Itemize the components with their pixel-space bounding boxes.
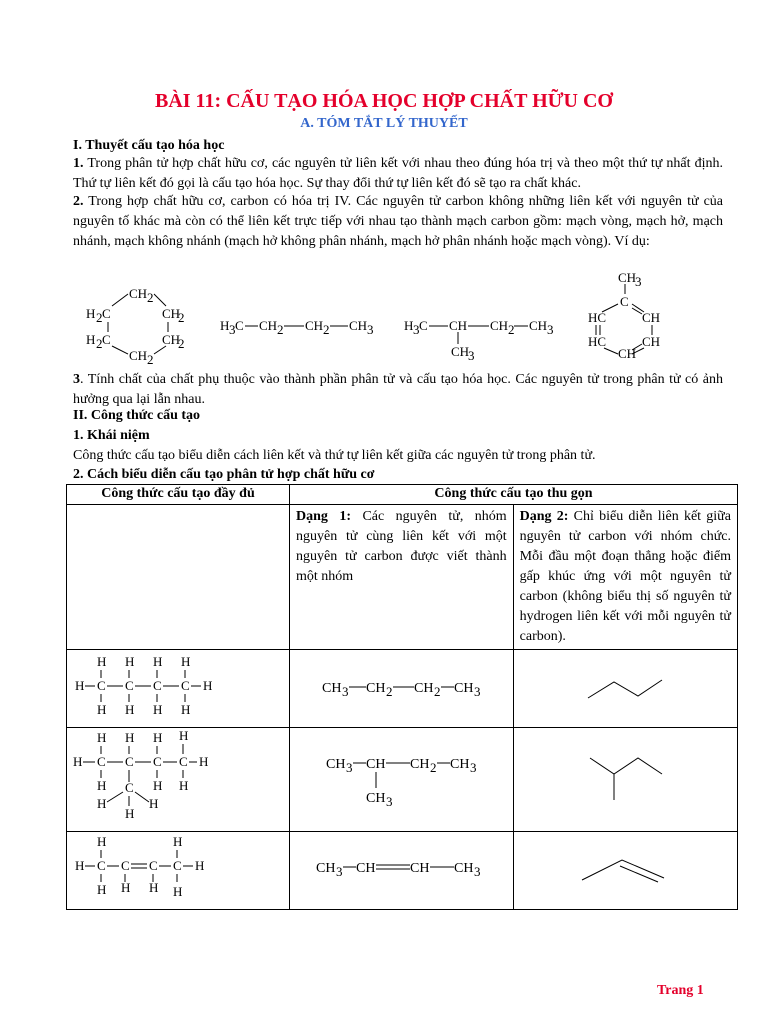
svg-text:CH: CH [454,681,474,696]
paragraph-2-text: Trong hợp chất hữu cơ, carbon có hóa trị IV. Các nguyên tử carbon không những liên kết với nguyên tử của nguyên tố khác mà còn có thể liên kết trực tiếp với nhau tạo thành mạch carbon gồm: mạch vòng, mạch hở, mạch nhánh, mạch không nhánh (mạch hở không phân nhánh, mạch hở phân nhánh hoặc mạch vòng). Ví dụ: [73,194,723,249]
header-condensed-formula: Công thức cấu tạo thu gọn [290,485,738,505]
svg-text:H: H [220,318,230,333]
butene-skeletal-dang2 [514,832,736,908]
svg-text:H: H [179,778,189,793]
svg-text:CH: CH [259,318,278,333]
page-subtitle: A. TÓM TẮT LÝ THUYẾT [300,116,468,131]
svg-text:H: H [195,858,205,873]
svg-text:C: C [173,858,182,873]
svg-text:H: H [153,730,163,745]
svg-text:C: C [125,780,134,795]
svg-text:H: H [149,880,159,895]
svg-text:H: H [179,728,189,743]
svg-text:3: 3 [470,760,477,775]
concept-text: Công thức cấu tạo biểu diễn cách liên kết và thứ tự liên kết giữa các nguyên tử trong phân tử. [73,448,596,463]
subsection-concept: 1. Khái niệm [73,428,150,443]
svg-text:H: H [149,796,159,811]
svg-text:CH: CH [642,310,661,325]
paragraph-2-number: 2. [73,194,84,209]
svg-text:C: C [235,318,244,333]
svg-text:CH: CH [349,318,368,333]
svg-text:C: C [419,318,428,333]
svg-text:H: H [86,332,96,347]
svg-text:H: H [97,778,107,793]
section1-heading: I. Thuyết cấu tạo hóa học [73,138,225,153]
butane-skeletal-dang2 [514,650,736,726]
isobutane-condensed-dang1 [290,728,512,830]
butane-full-formula [67,650,289,726]
svg-text:H: H [75,678,85,693]
svg-text:H: H [203,678,213,693]
svg-text:CH: CH [490,318,509,333]
svg-text:C: C [153,678,162,693]
svg-text:H: H [97,882,107,897]
svg-text:H: H [125,654,135,669]
svg-text:H: H [153,778,163,793]
svg-text:2: 2 [430,760,437,775]
svg-text:C: C [149,858,158,873]
svg-text:3: 3 [367,322,374,337]
svg-text:CH: CH [450,757,470,772]
svg-text:H: H [97,730,107,745]
svg-text:CH: CH [129,286,148,301]
table-row [67,505,738,650]
dang2-description [513,505,737,650]
svg-text:CH: CH [642,334,661,349]
svg-text:H: H [97,834,107,849]
svg-text:CH: CH [162,332,181,347]
svg-text:C: C [179,754,188,769]
section2-heading: II. Công thức cấu tạo [73,408,201,423]
butane-structure [218,314,383,338]
svg-text:H: H [86,306,96,321]
svg-text:CH: CH [366,757,386,772]
table-row [67,832,738,910]
svg-text:CH: CH [449,318,468,333]
cyclohexane-structure [80,282,190,366]
toluene-structure [578,268,678,362]
svg-text:2: 2 [147,290,154,305]
svg-text:H: H [153,702,163,717]
svg-text:CH: CH [129,348,148,363]
isobutane-structure [402,314,562,362]
svg-text:H: H [97,654,107,669]
svg-text:H: H [97,702,107,717]
svg-text:HC: HC [588,334,607,349]
table-row [67,728,738,832]
svg-text:2: 2 [323,322,330,337]
svg-text:2: 2 [386,684,393,699]
svg-text:H: H [181,702,191,717]
svg-text:CH: CH [451,344,470,359]
svg-text:2: 2 [178,336,185,351]
svg-text:CH: CH [618,346,637,361]
svg-text:3: 3 [474,684,481,699]
svg-text:H: H [153,654,163,669]
svg-text:3: 3 [635,274,642,289]
svg-text:H: H [199,754,209,769]
page-footer: Trang 1 [657,983,704,998]
butene-full-formula [67,832,289,908]
svg-text:3: 3 [336,864,343,879]
svg-text:CH: CH [410,757,430,772]
svg-text:H: H [125,730,135,745]
page-title: BÀI 11: CẤU TẠO HÓA HỌC HỢP CHẤT HỮU CƠ [154,90,613,112]
svg-text:3: 3 [229,322,236,337]
subsection-representation: 2. Cách biểu diễn cấu tạo phân tử hợp chất hữu cơ [73,467,375,482]
paragraph-3-number: 3 [73,372,80,387]
svg-text:C: C [121,858,130,873]
svg-text:H: H [125,806,135,821]
svg-text:CH: CH [410,861,430,876]
svg-text:C: C [97,858,106,873]
svg-text:CH: CH [414,681,434,696]
svg-text:3: 3 [386,794,393,809]
paragraph-2 [73,192,723,252]
svg-text:H: H [173,884,183,899]
svg-text:HC: HC [588,310,607,325]
svg-text:2: 2 [434,684,441,699]
svg-text:H: H [181,654,191,669]
isobutane-skeletal-dang2 [514,728,736,830]
svg-text:2: 2 [96,336,103,351]
svg-text:C: C [102,306,111,321]
svg-text:C: C [153,754,162,769]
svg-text:3: 3 [474,864,481,879]
table-header-row [67,485,738,505]
svg-text:C: C [620,294,629,309]
paragraph-1-text: Trong phân tử hợp chất hữu cơ, các nguyên tử liên kết với nhau theo đúng hóa trị và theo một thứ tự nhất định. Thứ tự liên kết đó gọi là cấu tạo hóa học. Sự thay đổi thứ tự liên kết đó sẽ tạo ra chất khác. [73,156,723,191]
svg-text:CH: CH [618,270,637,285]
header-full-formula: Công thức cấu tạo đầy đủ [67,485,290,505]
butane-condensed-dang1 [290,650,512,726]
svg-text:CH: CH [322,681,342,696]
structure-formula-table [66,484,738,910]
svg-text:H: H [173,834,183,849]
svg-text:3: 3 [468,348,475,362]
svg-text:3: 3 [547,322,554,337]
svg-text:H: H [73,754,83,769]
svg-text:CH: CH [366,791,386,806]
svg-text:H: H [75,858,85,873]
svg-text:3: 3 [346,760,353,775]
svg-text:H: H [97,796,107,811]
svg-text:2: 2 [508,322,515,337]
svg-text:C: C [102,332,111,347]
isobutane-full-formula [67,728,289,830]
svg-text:CH: CH [529,318,548,333]
svg-text:CH: CH [305,318,324,333]
table-row [67,650,738,728]
paragraph-1 [73,154,723,194]
svg-text:H: H [404,318,414,333]
dang2-label: Dạng 2: [519,509,569,524]
svg-text:CH: CH [316,861,336,876]
svg-text:2: 2 [178,310,185,325]
svg-text:C: C [125,754,134,769]
dang1-label: Dạng 1: [296,509,352,524]
svg-text:CH: CH [366,681,386,696]
svg-text:C: C [97,754,106,769]
svg-text:2: 2 [96,310,103,325]
paragraph-3-text: . Tính chất của chất phụ thuộc vào thành phần phân tử và cấu tạo hóa học. Các nguyên tử trong phân tử có ảnh hưởng qua lại lẫn nhau. [73,372,723,407]
paragraph-3 [73,370,723,410]
svg-text:CH: CH [326,757,346,772]
svg-text:3: 3 [413,322,420,337]
svg-text:H: H [125,702,135,717]
dang1-description [290,505,514,650]
dang2-text: Chỉ biểu diễn liên kết giữa nguyên tử carbon với nhóm chức. Mỗi đầu một đoạn thẳng hoặc điểm gấp khúc ứng với một nguyên tử carbon (không biểu thị số nguyên tử hydrogen liên kết với mỗi nguyên tử carbon). [519,509,731,644]
butene-condensed-dang1 [290,832,512,908]
paragraph-1-number: 1. [73,156,84,171]
svg-text:CH: CH [162,306,181,321]
svg-text:CH: CH [356,861,376,876]
svg-text:C: C [181,678,190,693]
dang1-text: Các nguyên tử, nhóm nguyên tử cùng liên kết với một nguyên tử carbon được viết thành một nhóm [296,509,507,584]
svg-text:2: 2 [147,352,154,366]
svg-text:2: 2 [277,322,284,337]
svg-text:C: C [97,678,106,693]
svg-text:CH: CH [454,861,474,876]
svg-text:C: C [125,678,134,693]
svg-text:3: 3 [342,684,349,699]
svg-text:H: H [121,880,131,895]
